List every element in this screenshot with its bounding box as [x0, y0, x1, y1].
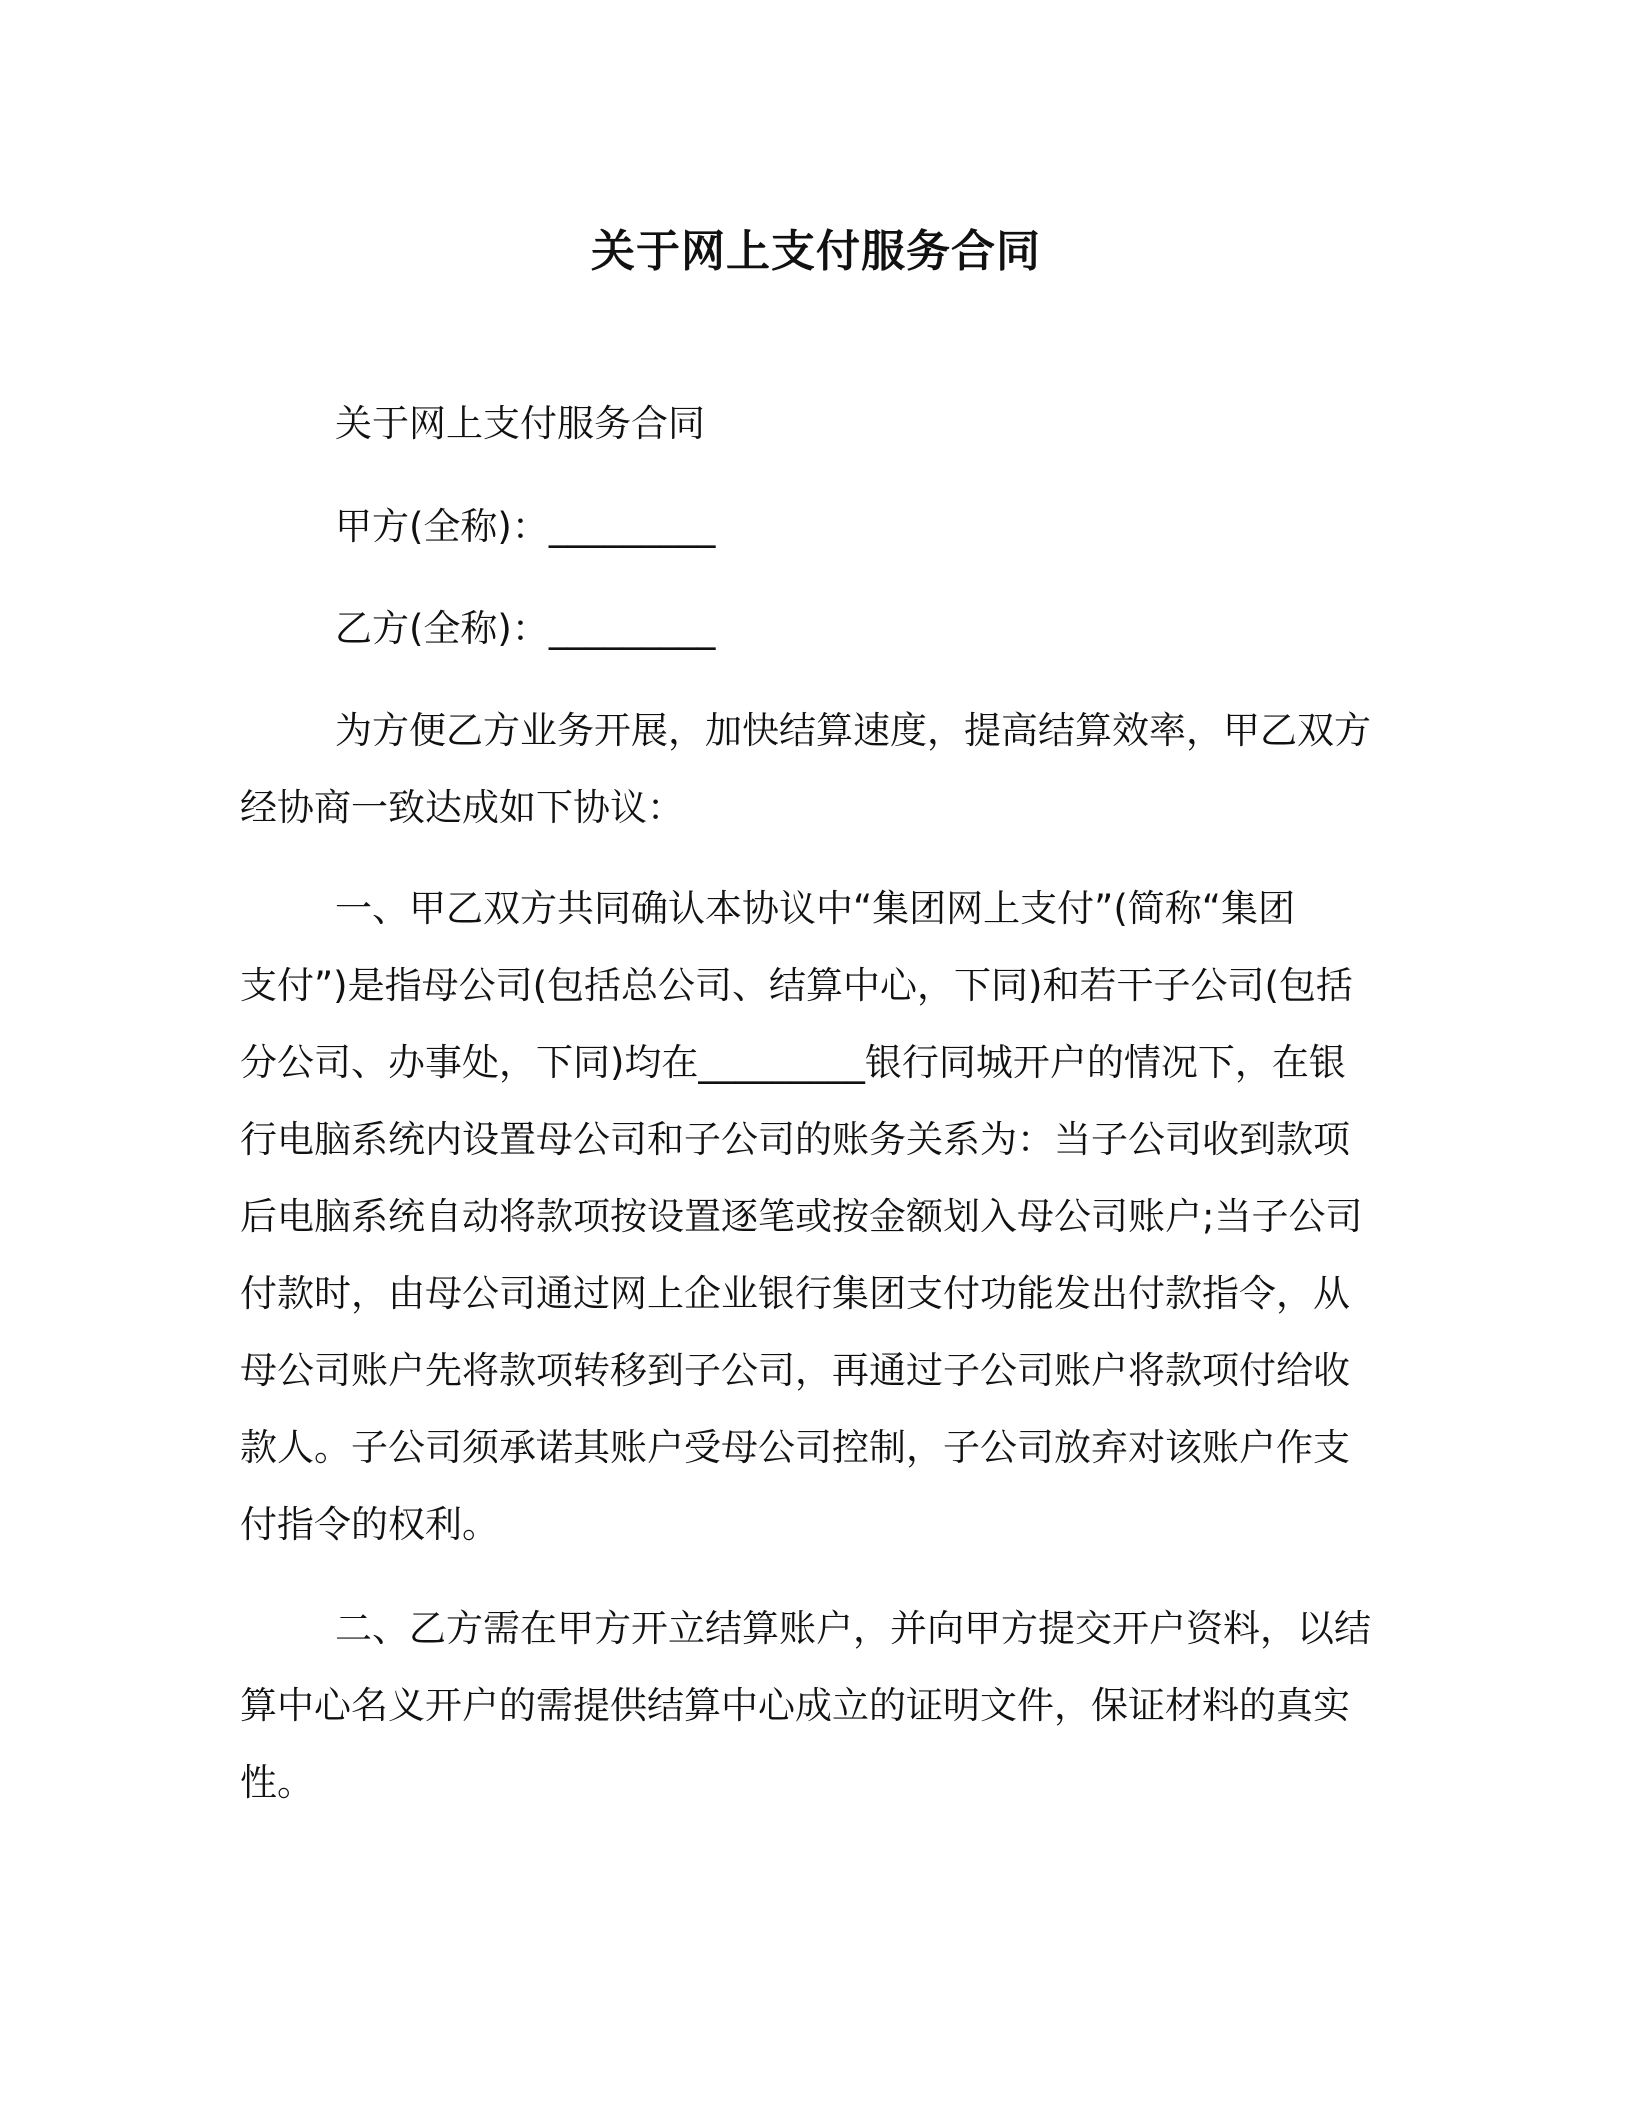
party-b-text: 乙方(全称)：_________	[335, 607, 716, 650]
intro-paragraph	[240, 692, 1388, 846]
clause-1-line: 支付”)是指母公司(包括总公司、结算中心，下同)和若干子公司(包括	[240, 964, 1353, 1007]
clause-2-paragraph	[240, 1590, 1388, 1821]
clause-2-line: 二、乙方需在甲方开立结算账户，并向甲方提交开户资料，以结	[335, 1607, 1371, 1650]
party-a-line	[240, 488, 1388, 565]
clause-1-line: 母公司账户先将款项转移到子公司，再通过子公司账户将款项付给收	[240, 1349, 1350, 1392]
clause-1-line: 款人。子公司须承诺其账户受母公司控制，子公司放弃对该账户作支	[240, 1426, 1350, 1469]
clause-2-line: 算中心名义开户的需提供结算中心成立的证明文件，保证材料的真实	[240, 1684, 1350, 1727]
clause-2-line: 性。	[240, 1761, 314, 1804]
intro-line: 经协商一致达成如下协议：	[240, 786, 684, 829]
document-title: 关于网上支付服务合同	[591, 226, 1041, 277]
clause-1-line: 一、甲乙双方共同确认本协议中“集团网上支付”(简称“集团	[335, 887, 1295, 930]
intro-line: 为方便乙方业务开展，加快结算速度，提高结算效率，甲乙双方	[335, 709, 1371, 752]
subtitle-text: 关于网上支付服务合同	[335, 402, 705, 445]
clause-1-line: 行电脑系统内设置母公司和子公司的账务关系为：当子公司收到款项	[240, 1118, 1350, 1161]
clause-1-line: 付指令的权利。	[240, 1503, 499, 1546]
clause-1-line: 后电脑系统自动将款项按设置逐笔或按金额划入母公司账户;当子公司	[240, 1195, 1363, 1238]
clause-1-paragraph	[240, 870, 1388, 1563]
clause-1-line: 付款时，由母公司通过网上企业银行集团支付功能发出付款指令，从	[240, 1272, 1350, 1315]
clause-1-line: 分公司、办事处，下同)均在_________银行同城开户的情况下，在银	[240, 1041, 1346, 1084]
party-a-text: 甲方(全称)：_________	[335, 505, 716, 548]
document-subtitle	[240, 385, 1388, 462]
party-b-line	[240, 590, 1388, 667]
